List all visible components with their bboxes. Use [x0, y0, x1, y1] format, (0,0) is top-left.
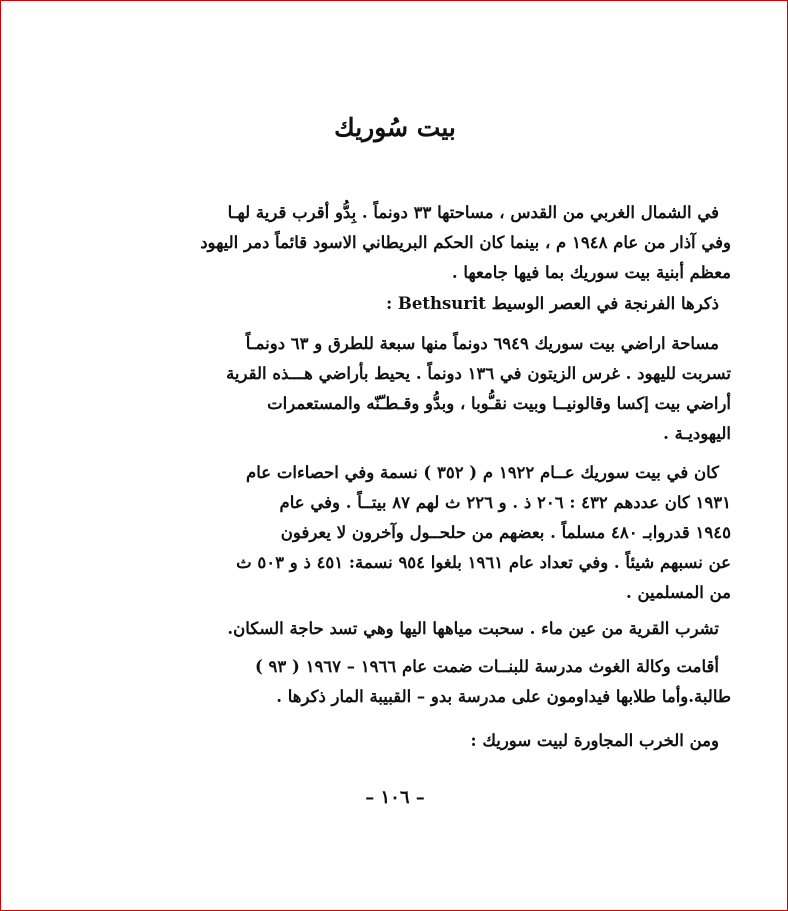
page-title: بيت سُوريك [334, 113, 456, 142]
paragraph-water [59, 614, 731, 644]
paragraph-intro [59, 198, 731, 288]
paragraph-land [59, 329, 731, 449]
page-number: – ١٠٦ – [365, 787, 425, 808]
paragraph-crusaders [59, 289, 731, 319]
text-line: تشرب القرية من عين ماء . سحبت مياهها اليها وهي تسد حاجة السكان. [227, 619, 719, 638]
text-line: من المسلمين . [625, 583, 731, 602]
paragraph-ruins [59, 726, 731, 756]
text-line: ١٩٣١ كان عددهم ٤٣٢ : ٢٠٦ ذ . و ٢٢٦ ث لهم ٨٧ بيتــاً . وفي عام [279, 493, 731, 512]
text-line: تسربت لليهود . غرس الزيتون في ١٣٦ دونماً . يحيط بأراضي هـــذه القرية [226, 364, 731, 383]
text-line: معظم أبنية بيت سوريك بما فيها جامعها . [451, 263, 731, 282]
text-line: وفي آذار من عام ١٩٤٨ م ، بينما كان الحكم البريطاني الاسود قائماً دمر اليهود [200, 233, 731, 252]
text-line: في الشمال الغربي من القدس ، مساحتها ٣٣ دونماً . بِدُّو أقرب قرية لهـا [227, 203, 719, 222]
text-line: طالبة.وأما طلابها فيداومون على مدرسة بدو – القبيبة المار ذكرها . [276, 687, 731, 706]
text-line: اليهوديـة . [663, 424, 731, 443]
text-line: ١٩٤٥ قدروابـ ٤٨٠ مسلماً . بعضهم من حلحــول وآخرون لا يعرفون [280, 523, 731, 542]
text-line: ذكرها الفرنجة في العصر الوسيط Bethsurit : [386, 294, 719, 313]
paragraph-population [59, 458, 731, 608]
text-line: مساحة اراضي بيت سوريك ٦٩٤٩ دونماً منها سبعة للطرق و ٦٣ دونمـاً [245, 334, 719, 353]
text-line: عن نسبهم شيئاً . وفي تعداد عام ١٩٦١ بلغوا ٩٥٤ نسمة: ٤٥١ ذ و ٥٠٣ ث [236, 553, 731, 572]
text-line: أقامت وكالة الغوث مدرسة للبنــات ضمت عام ١٩٦٦ – ١٩٦٧ ( ٩٣ ) [254, 657, 719, 676]
paragraph-school [59, 652, 731, 712]
text-line: أراضي بيت إكسا وقالونيــا وبيت نقـُّوبا ، وبدُّو وقـطـّنّه والمستعمرات [267, 394, 731, 413]
text-line: كان في بيت سوريك عــام ١٩٢٢ م ( ٣٥٢ ) نسمة وفي احصاءات عام [246, 463, 719, 482]
text-line: ومن الخرب المجاورة لبيت سوريك : [470, 731, 719, 750]
